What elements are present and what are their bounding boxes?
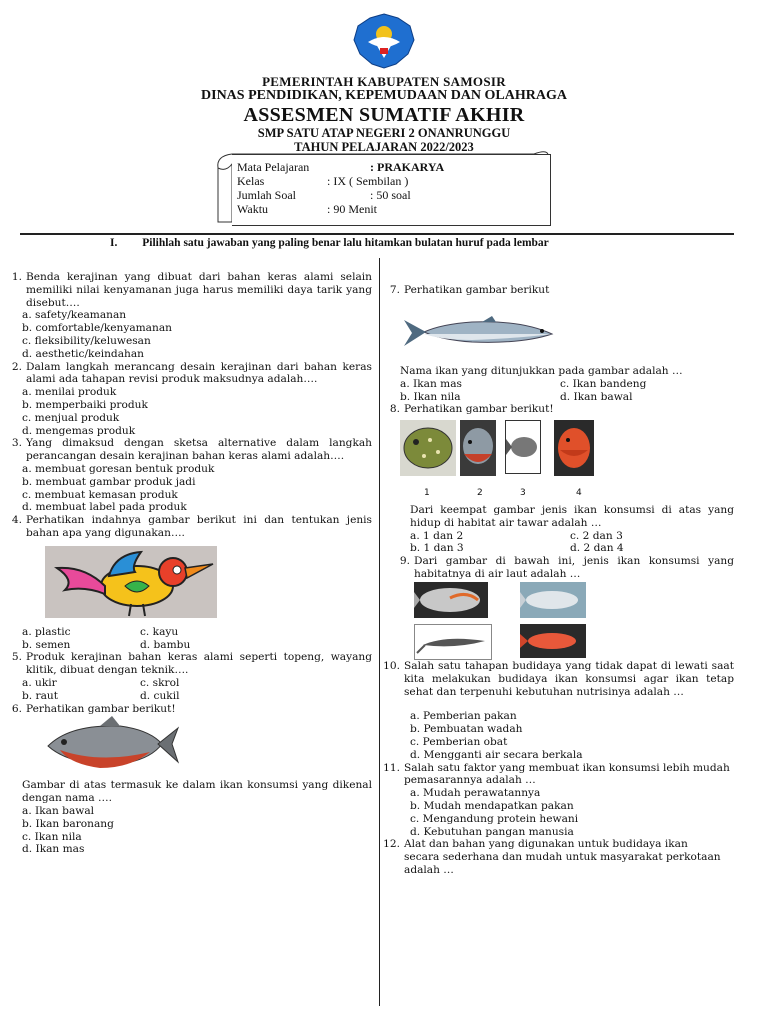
q7-options-row1	[380, 378, 734, 391]
q4-option-b[interactable]: b. semen	[22, 638, 71, 651]
right-column-top	[380, 284, 734, 297]
fish-label-3: 3	[520, 488, 526, 498]
header-government: PEMERINTAH KABUPATEN SAMOSIR	[262, 74, 506, 89]
q8-option-d[interactable]: d. 2 dan 4	[570, 542, 624, 555]
q11-option-a[interactable]: a. Mudah perawatannya	[410, 787, 541, 800]
right-column-q7-8	[380, 365, 734, 416]
q8-options-row1	[390, 530, 734, 543]
q7-options-row2	[380, 391, 734, 404]
question-7: 7. Perhatikan gambar berikut	[389, 284, 550, 296]
q2-option-a[interactable]: a. menilai produk	[22, 386, 117, 399]
piranha-image	[40, 714, 180, 774]
q3-option-c[interactable]: c. membuat kemasan produk	[22, 488, 178, 501]
q10-option-b[interactable]: b. Pembuatan wadah	[410, 723, 523, 736]
q10-option-d[interactable]: d. Mengganti air secara berkala	[410, 748, 583, 761]
q5-option-b[interactable]: b. raut	[22, 689, 58, 702]
q8-option-a[interactable]: a. 1 dan 2	[410, 529, 464, 542]
q6-option-c[interactable]: c. Ikan nila	[22, 830, 82, 843]
q3-option-b[interactable]: b. membuat gambar produk jadi	[22, 475, 196, 488]
saury-fish-image	[402, 314, 554, 352]
q7-option-a[interactable]: a. Ikan mas	[400, 377, 462, 390]
q5-option-c[interactable]: c. skrol	[140, 676, 180, 689]
header-divider	[20, 233, 734, 235]
question-3: 3. Yang dimaksud dengan sketsa alternative dalam langkah perancangan desain kerajinan bahan keras alami adalah….	[11, 437, 372, 463]
q4-option-a[interactable]: a. plastic	[22, 625, 71, 638]
page-title: ASSESMEN SUMATIF AKHIR	[243, 104, 525, 126]
fish-image-2	[460, 420, 496, 476]
q1-option-d[interactable]: d. aesthetic/keindahan	[22, 347, 144, 360]
question-1: 1. Benda kerajinan yang dibuat dari bahan keras alami selain memiliki nilai kenyamanan juga harus memiliki daya tarik yang disebut….	[11, 271, 372, 309]
subject-label: Mata Pelajaran	[237, 160, 310, 174]
question-11: 11. Salah satu faktor yang membuat ikan konsumsi lebih mudah pemasarannya adalah …	[383, 761, 730, 787]
right-column-q8-9	[390, 504, 734, 581]
fish-label-4: 4	[576, 488, 582, 498]
q2-option-d[interactable]: d. mengemas produk	[22, 424, 136, 437]
sea-fish-image-3	[414, 624, 492, 660]
count-value: : 50 soal	[370, 188, 411, 202]
q7-option-c[interactable]: c. Ikan bandeng	[560, 377, 647, 390]
fish-label-2: 2	[477, 488, 483, 498]
q6-prompt: Gambar di atas termasuk ke dalam ikan konsumsi yang dikenal dengan nama ….	[22, 779, 372, 805]
q5-options-row1	[2, 677, 372, 690]
tut-wuri-handayani-logo	[350, 12, 418, 70]
q4-option-c[interactable]: c. kayu	[140, 625, 179, 638]
info-class	[237, 174, 409, 188]
fish-image-4	[554, 420, 594, 476]
q6-option-d[interactable]: d. Ikan mas	[22, 843, 85, 856]
q7-option-d[interactable]: d. Ikan bawal	[560, 390, 633, 403]
q7-option-b[interactable]: b. Ikan nila	[400, 390, 461, 403]
question-2: 2. Dalam langkah merancang desain kerajinan dari bahan keras alami ada tahapan revisi produk maksudnya adalah….	[11, 360, 372, 386]
header-department: DINAS PENDIDIKAN, KEPEMUDAAN DAN OLAHRAGA	[201, 88, 567, 103]
count-label: Jumlah Soal	[237, 188, 296, 202]
info-time	[237, 202, 377, 216]
q2-option-c[interactable]: c. menjual produk	[22, 411, 120, 424]
q11-option-d[interactable]: d. Kebutuhan pangan manusia	[410, 825, 574, 838]
question-8: 8. Perhatikan gambar berikut!	[389, 403, 554, 416]
fish-label-1: 1	[424, 488, 430, 498]
question-9: 9. Dari gambar di bawah ini, jenis ikan konsumsi yang habitatnya di air laut adalah …	[399, 555, 734, 580]
q4-option-d[interactable]: d. bambu	[140, 638, 191, 651]
sea-fish-image-2	[520, 582, 586, 618]
sea-fish-image-4	[520, 624, 586, 658]
fish-image-3	[505, 420, 541, 474]
q4-options-row1	[2, 626, 372, 639]
q7-prompt: Nama ikan yang ditunjukkan pada gambar adalah …	[400, 365, 683, 377]
q8-option-c[interactable]: c. 2 dan 3	[570, 529, 623, 542]
bird-craft-image	[45, 546, 217, 618]
q11-option-b[interactable]: b. Mudah mendapatkan pakan	[410, 799, 574, 812]
q8-option-b[interactable]: b. 1 dan 3	[410, 542, 464, 555]
header-school: SMP SATU ATAP NEGERI 2 ONANRUNGGU	[257, 126, 511, 140]
q2-option-b[interactable]: b. memperbaiki produk	[22, 398, 148, 411]
q10-option-a[interactable]: a. Pemberian pakan	[410, 710, 517, 723]
q10-spacer	[380, 698, 734, 710]
q1-option-a[interactable]: a. safety/keamanan	[22, 309, 127, 322]
q6-option-b[interactable]: b. Ikan baronang	[22, 817, 114, 830]
q5-options-row2	[2, 690, 372, 703]
time-value: : 90 Menit	[327, 202, 377, 216]
q11-option-c[interactable]: c. Mengandung protein hewani	[410, 812, 579, 825]
q1-option-b[interactable]: b. comfortable/kenyamanan	[22, 322, 172, 335]
q6-option-a[interactable]: a. Ikan bawal	[22, 804, 95, 817]
question-12: 12. Alat dan bahan yang digunakan untuk budidaya ikan secara sederhana dan mudah untuk masyarakat perkotaan adalah …	[383, 838, 721, 876]
question-4: 4. Perhatikan indahnya gambar berikut ini dan tentukan jenis bahan apa yang digunakan….	[11, 514, 372, 539]
q8-options-row2	[390, 542, 734, 555]
q1-option-c[interactable]: c. fleksibility/keluwesan	[22, 334, 151, 347]
question-5: 5. Produk kerajinan bahan keras alami seperti topeng, wayang klitik, dibuat dengan teknik….	[11, 651, 372, 677]
fish-image-1	[400, 420, 456, 476]
right-column-bottom	[380, 660, 734, 877]
info-count	[237, 188, 411, 202]
time-label: Waktu	[237, 202, 269, 216]
question-6: 6. Perhatikan gambar berikut!	[11, 702, 176, 715]
header-year: TAHUN PELAJARAN 2022/2023	[294, 140, 474, 154]
instruction-number: I.	[110, 237, 118, 249]
info-subject	[237, 160, 445, 174]
class-label: Kelas	[237, 174, 265, 188]
q4-options-row2	[2, 639, 372, 652]
q8-prompt: Dari keempat gambar jenis ikan konsumsi di atas yang hidup di habitat air tawar adalah …	[410, 504, 734, 529]
subject-value: : PRAKARYA	[370, 160, 445, 174]
q3-option-a[interactable]: a. membuat goresan bentuk produk	[22, 462, 215, 475]
instruction-text: Pilihlah satu jawaban yang paling benar lalu hitamkan bulatan huruf pada lembar	[142, 237, 549, 249]
sea-fish-image-1	[414, 582, 488, 618]
q10-option-c[interactable]: c. Pemberian obat	[410, 735, 508, 748]
q5-option-d[interactable]: d. cukil	[140, 689, 180, 702]
q5-option-a[interactable]: a. ukir	[22, 676, 57, 689]
question-10: 10. Salah satu tahapan budidaya yang tidak dapat di lewati saat kita melakukan budidaya ikan konsumsi agar ikan tetap sehat dan terpenuhi kebutuhan nutrisinya adalah …	[383, 660, 734, 698]
class-value: : IX ( Sembilan )	[327, 174, 409, 188]
q3-option-d[interactable]: d. membuat label pada produk	[22, 501, 187, 514]
instruction	[110, 237, 549, 249]
